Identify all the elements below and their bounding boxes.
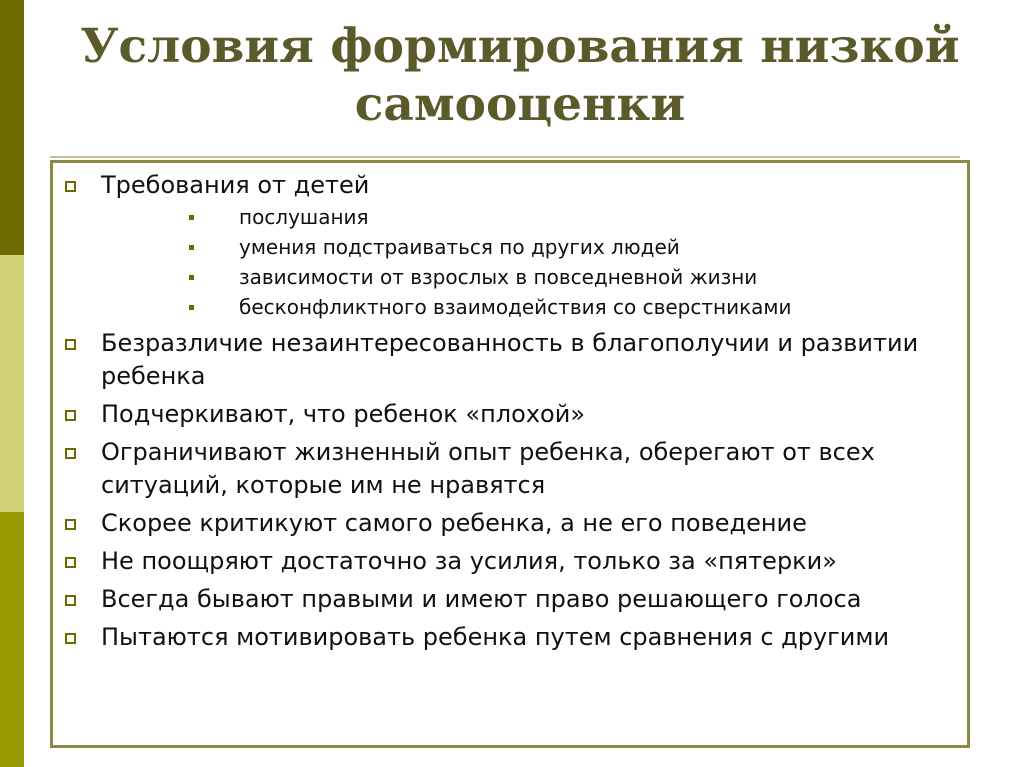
list-item-text: Скорее критикуют самого ребенка, а не его поведение (101, 509, 807, 537)
square-bullet-icon (65, 448, 76, 459)
list-item (53, 583, 967, 616)
sub-list-item (101, 202, 955, 232)
sub-list-item (101, 262, 955, 292)
square-bullet-icon (65, 557, 76, 568)
list-item (53, 169, 967, 322)
list-item-text: Требования от детей (101, 171, 370, 199)
small-square-bullet-icon (189, 245, 194, 250)
small-square-bullet-icon (189, 305, 194, 310)
square-bullet-icon (65, 519, 76, 530)
list-item (53, 398, 967, 431)
list-item-text: Безразличие незаинтересованность в благополучии и развитии ребенка (101, 329, 919, 390)
square-bullet-icon (65, 339, 76, 350)
slide-title: Условия формирования низкой самооценки (80, 19, 960, 132)
sub-list-item-text: послушания (239, 205, 369, 229)
side-accent-bar-bottom (0, 512, 24, 767)
list-item (53, 545, 967, 578)
square-bullet-icon (65, 181, 76, 192)
square-bullet-icon (65, 595, 76, 606)
square-bullet-icon (65, 410, 76, 421)
content-box (50, 160, 970, 748)
small-square-bullet-icon (189, 215, 194, 220)
side-accent-bar-top (0, 0, 24, 255)
sub-list-item (101, 292, 955, 322)
list-item-text: Пытаются мотивировать ребенка путем сравнения с другими (101, 623, 890, 651)
sub-list-item (101, 232, 955, 262)
list-item (53, 507, 967, 540)
list-item-text: Подчеркивают, что ребенок «плохой» (101, 400, 585, 428)
sub-list-item-text: умения подстраиваться по других людей (239, 235, 680, 259)
list-item-text: Ограничивают жизненный опыт ребенка, оберегают от всех ситуаций, которые им не нравятся (101, 438, 875, 499)
small-square-bullet-icon (189, 275, 194, 280)
bullet-list (53, 169, 967, 659)
list-item-text: Не поощряют достаточно за усилия, только за «пятерки» (101, 547, 837, 575)
sub-list (101, 202, 955, 322)
sub-list-item-text: бесконфликтного взаимодействия со сверстниками (239, 295, 792, 319)
sub-list-item-text: зависимости от взрослых в повседневной жизни (239, 265, 758, 289)
square-bullet-icon (65, 633, 76, 644)
list-item (53, 327, 967, 393)
list-item (53, 621, 967, 654)
title-divider (50, 156, 960, 158)
list-item (53, 436, 967, 502)
list-item-text: Всегда бывают правыми и имеют право решающего голоса (101, 585, 862, 613)
side-accent-bar-middle (0, 255, 24, 512)
